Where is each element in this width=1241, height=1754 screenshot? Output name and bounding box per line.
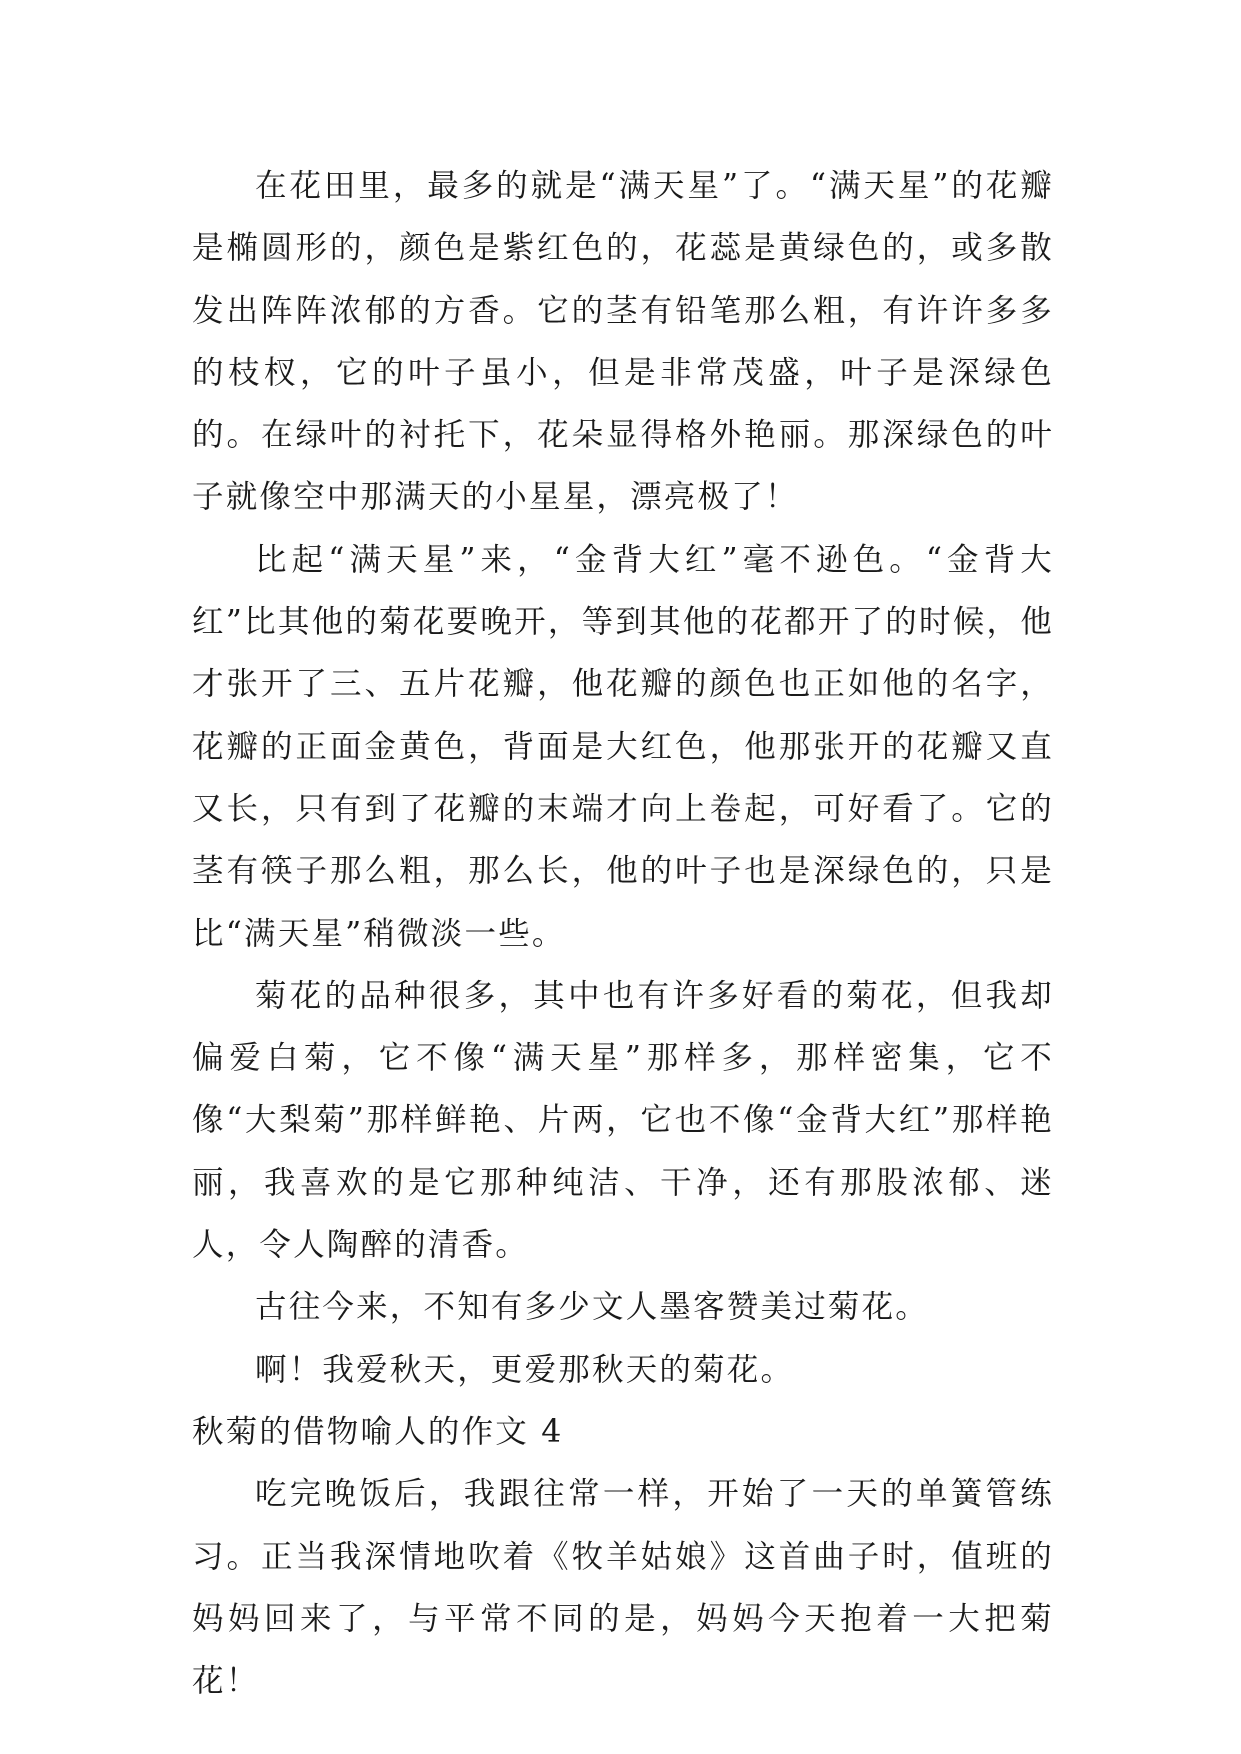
paragraph-wenren: 古往今来，不知有多少文人墨客赞美过菊花。: [255, 1289, 930, 1326]
paragraph-baiju: 菊花的品种很多，其中也有许多好看的菊花，但我却偏爱白菊，它不像“满天星”那样多，那样密集，它不像“大梨菊”那样鲜艳、片两，它也不像“金背大红”那样艳丽，我喜欢的是它那种纯洁、干净，还有那股浓郁、迷人，令人陶醉的清香。: [192, 977, 1054, 1264]
section-heading: 秋菊的借物喻人的作文 4: [192, 1413, 564, 1450]
paragraph-manxingxing: 在花田里，最多的就是“满天星”了。“满天星”的花瓣是椭圆形的，颜色是紫红色的，花蕊是黄绿色的，或多散发出阵阵浓郁的方香。它的茎有铅笔那么粗，有许许多多的枝杈，它的叶子虽小，但是非常茂盛，叶子是深绿色的。在绿叶的衬托下，花朵显得格外艳丽。那深绿色的叶子就像空中那满天的小星星，漂亮极了！: [192, 168, 1054, 516]
document-body: [192, 155, 1054, 1712]
paragraph-conclusion: 啊！我爱秋天，更爱那秋天的菊花。: [255, 1351, 795, 1388]
paragraph-essay4-intro: 吃完晚饭后，我跟往常一样，开始了一天的单簧管练习。正当我深情地吹着《牧羊姑娘》这首曲子时，值班的妈妈回来了，与平常不同的是，妈妈今天抱着一大把菊花！: [192, 1476, 1054, 1700]
paragraph-jinbeidahong: 比起“满天星”来，“金背大红”毫不逊色。“金背大红”比其他的菊花要晚开，等到其他的花都开了的时候，他才张开了三、五片花瓣，他花瓣的颜色也正如他的名字，花瓣的正面金黄色，背面是大红色，他那张开的花瓣又直又长，只有到了花瓣的末端才向上卷起，可好看了。它的茎有筷子那么粗，那么长，他的叶子也是深绿色的，只是比“满天星”稍微淡一些。: [192, 541, 1054, 952]
